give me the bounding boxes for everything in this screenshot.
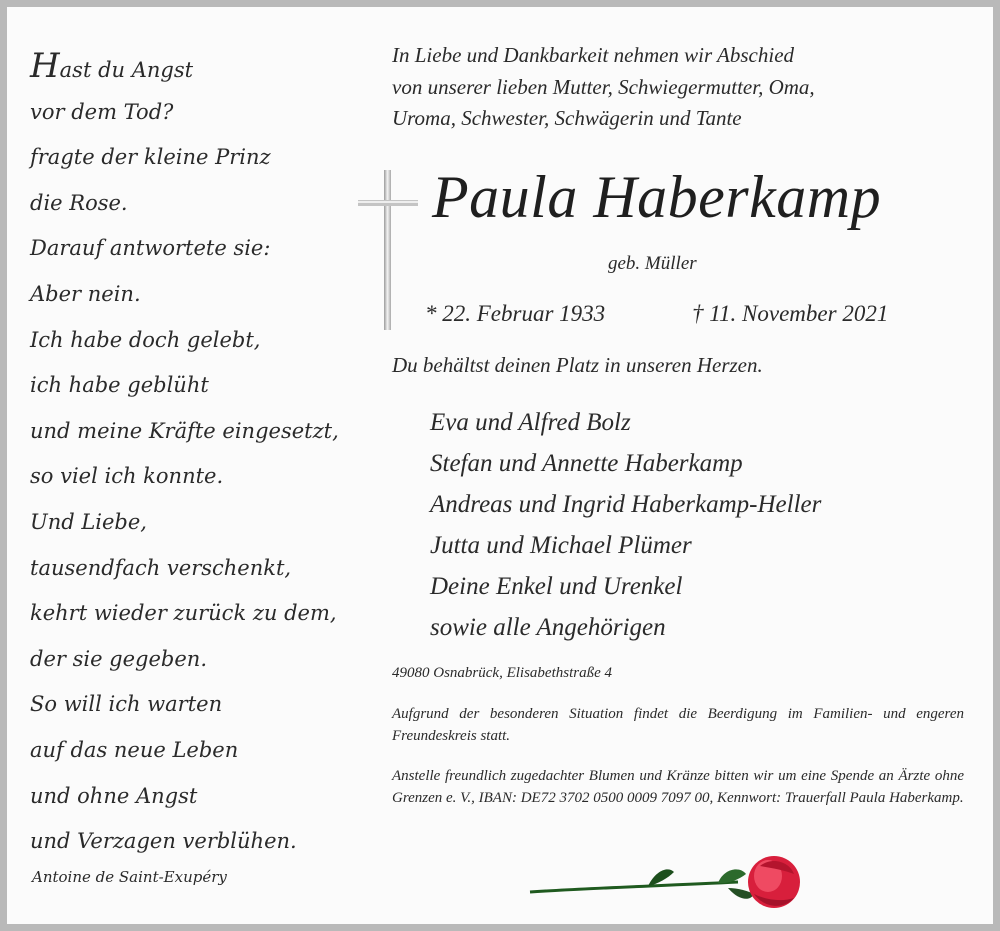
poem-line: vor dem Tod?: [30, 99, 174, 124]
poem-line: Ich habe doch gelebt,: [30, 327, 261, 352]
death-date: † 11. November 2021: [692, 301, 889, 326]
poem-line: auf das neue Leben: [30, 737, 239, 762]
poem-line: So will ich warten: [30, 692, 223, 717]
mourner: Andreas und Ingrid Haberkamp-Heller: [430, 491, 822, 518]
poem-author: Antoine de Saint-Exupéry: [32, 868, 227, 886]
mourner: Deine Enkel und Urenkel: [430, 573, 683, 600]
intro-line: Uroma, Schwester, Schwägerin und Tante: [392, 106, 742, 130]
poem-line: Darauf antwortete sie:: [30, 236, 271, 261]
mourners-list: [430, 402, 821, 648]
mourner: Jutta und Michael Plümer: [430, 532, 692, 559]
birth-name: geb. Müller: [608, 253, 697, 274]
funeral-note: Aufgrund der besonderen Situation findet die Beerdigung im Familien- und engeren Freundeskreis statt.: [392, 706, 964, 744]
poem-line: kehrt wieder zurück zu dem,: [30, 601, 337, 626]
poem-line: und ohne Angst: [30, 783, 198, 808]
poem-line-text: ast du Angst: [59, 58, 194, 82]
address: 49080 Osnabrück, Elisabethstraße 4: [392, 665, 612, 681]
intro-text: [392, 40, 972, 135]
birth-date: * 22. Februar 1933: [425, 301, 606, 326]
poem-line: [30, 44, 360, 90]
cross-icon: [358, 170, 418, 330]
poem: [30, 44, 360, 865]
poem-line: Aber nein.: [30, 281, 141, 306]
intro-line: In Liebe und Dankbarkeit nehmen wir Abschied: [392, 43, 795, 67]
poem-line: und meine Kräfte eingesetzt,: [30, 418, 339, 443]
mourner: Eva und Alfred Bolz: [430, 409, 631, 436]
donation-note: Anstelle freundlich zugedachter Blumen und Kränze bitten wir um eine Spende an Ärzte ohne Grenzen e. V., IBAN: DE72 3702 0500 0009 7097 00, Kennwort: Trauerfall Paula Haberkamp.: [392, 768, 964, 806]
deceased-name: Paula Haberkamp: [432, 164, 882, 230]
poem-line: der sie gegeben.: [30, 646, 207, 671]
poem-line: Und Liebe,: [30, 509, 147, 534]
mourner: sowie alle Angehörigen: [430, 614, 666, 641]
poem-line: ich habe geblüht: [30, 373, 209, 398]
intro-line: von unserer lieben Mutter, Schwiegermutter, Oma,: [392, 74, 815, 99]
motto: Du behältst deinen Platz in unseren Herzen.: [392, 353, 763, 377]
poem-line: fragte der kleine Prinz: [30, 145, 271, 170]
rose-icon: [528, 848, 808, 920]
poem-line: und Verzagen verblühen.: [30, 829, 297, 854]
mourner: Stefan und Annette Haberkamp: [430, 450, 743, 477]
poem-line: so viel ich konnte.: [30, 464, 224, 489]
poem-line: die Rose.: [30, 190, 128, 215]
poem-line: tausendfach verschenkt,: [30, 555, 292, 580]
poem-dropcap: H: [30, 46, 60, 86]
